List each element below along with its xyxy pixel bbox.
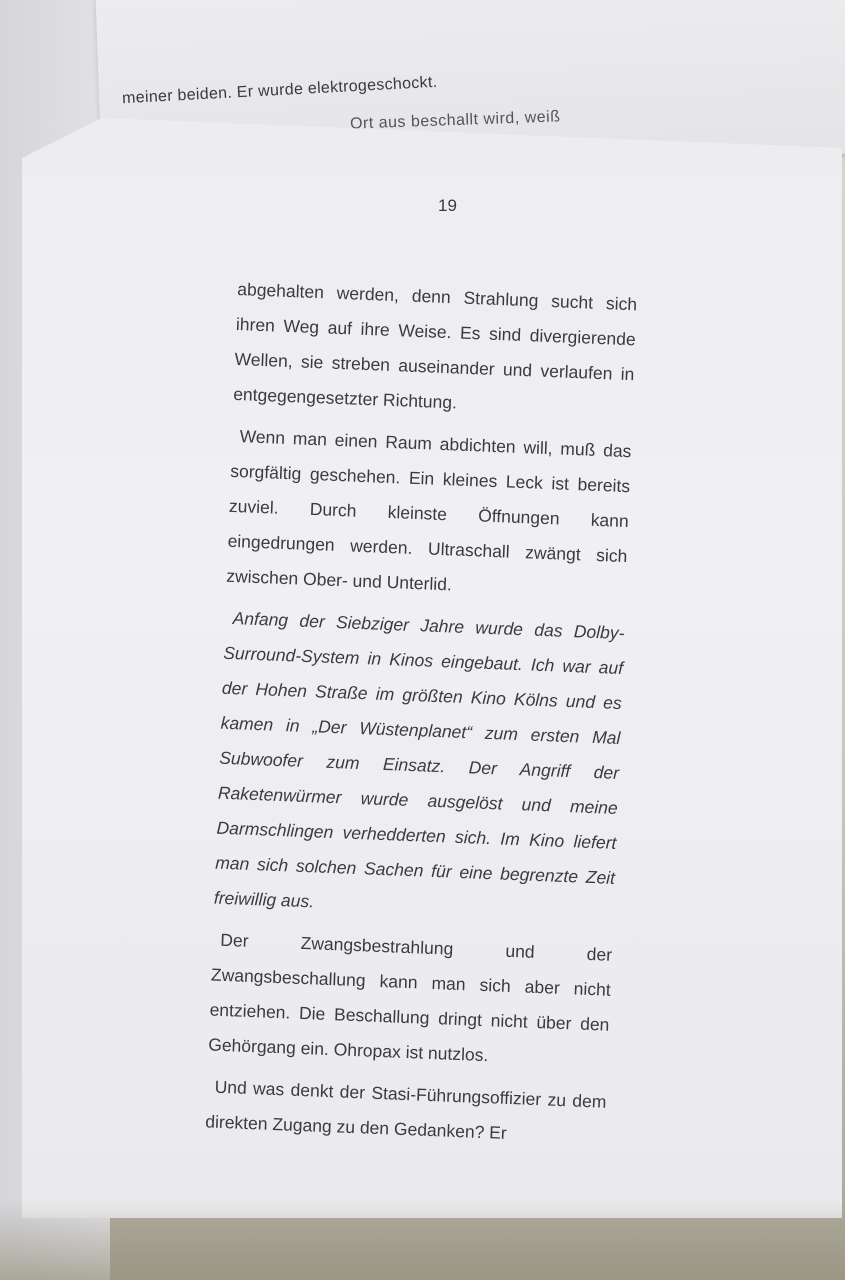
- page-number: 19: [438, 196, 457, 215]
- paragraph-5: Und was denkt der Stasi-Führungsoffizier zu dem direkten Zugang zu den Gedanken? Er: [204, 1076, 607, 1143]
- paragraph-2: Wenn man einen Raum abdichten will, muß das sorgfältig geschehen. Ein kleines Leck ist bereits zuviel. Durch kleinste Öffnungen kann eingedrungen werden. Ultraschall zwängt sich zwischen Ober- und Unterlid.: [225, 426, 632, 595]
- paragraph-3: Anfang der Siebziger Jahre wurde das Dolby-Surround-System in Kinos eingebaut. Ich war auf der Hohen Straße im größten Kino Kölns und es kamen in „Der Wüstenplanet“ zum ersten Mal Subwoofer zum Einsatz. Der Angriff der Raketenwürmer wurde ausgelöst und meine Darmschlingen verhedderten sich. Im Kino liefert man sich solchen Sachen für eine begrenzte Zeit freiwillig aus.: [213, 608, 625, 912]
- page-body: [204, 272, 637, 1162]
- paragraph-1: abgehalten werden, denn Strahlung sucht sich ihren Weg auf ihre Weise. Es sind divergierende Wellen, sie streben auseinander und verlaufen in entgegengesetzter Richtung.: [232, 278, 638, 413]
- previous-page-line-2: Ort aus beschallt wird, weiß: [349, 108, 561, 133]
- previous-page-line-1: meiner beiden. Er wurde elektrogeschockt.: [121, 73, 438, 108]
- table-surface: [0, 1200, 845, 1280]
- paragraph-4: Der Zwangsbestrahlung und der Zwangsbeschallung kann man sich aber nicht entziehen. Die Beschallung dringt nicht über den Gehörgang ein. Ohropax ist nutzlos.: [207, 929, 613, 1066]
